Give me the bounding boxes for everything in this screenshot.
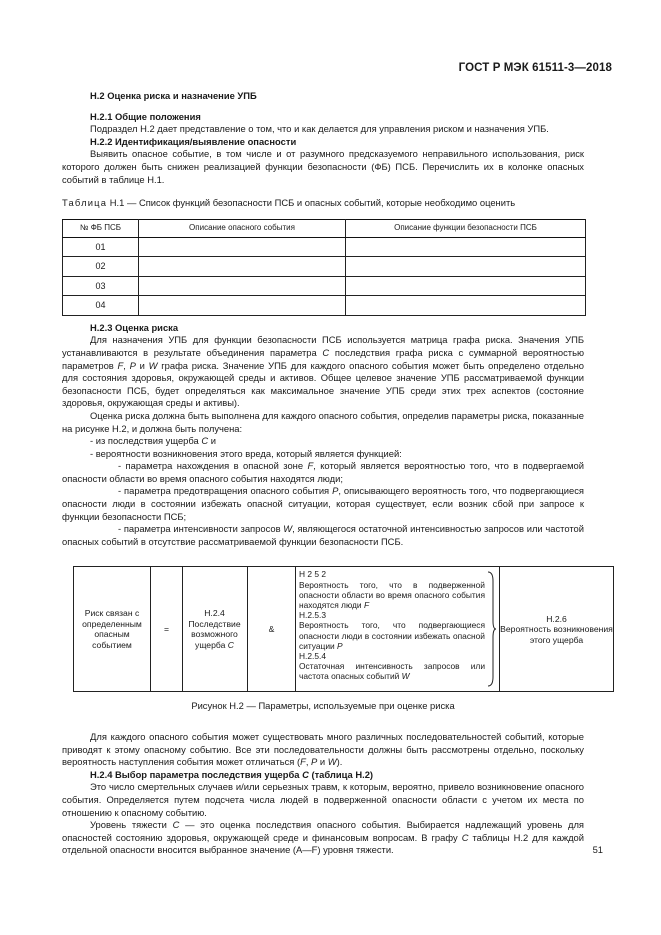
figure-result-cell: Н.2.6 Вероятность возникновения этого ущерба — [500, 613, 613, 645]
list-item: - вероятности возникновения этого вреда, который является функцией: — [90, 447, 402, 459]
figure-param-f: Вероятность того, что в подверженной опасности области во время опасного события находятся люди F — [299, 579, 485, 611]
column-header-number: № ФБ ПСБ — [63, 219, 139, 237]
paragraph-identification: Выявить опасное событие, в том числе и от разумного предсказуемого неправильного использования, риск которого должен быть снижен реализацией функции безопасности (ФБ) ПСБ. Перечислить их в колонке опасных событий в таблице Н.1. — [62, 148, 584, 185]
page-number: 51 — [592, 844, 603, 855]
paragraph-event-sequences: Для каждого опасного события может существовать много различных последовательностей событий, которые приводят к этому опасному событию. Все эти последовательности должны быть рассмотрены отдельно, поскольку вероятность наступления события может отличаться (F, P и W). — [62, 731, 584, 768]
figure-param-f-ref: Н 2 5 2 — [299, 569, 327, 580]
cell-function — [346, 276, 586, 296]
figure-consequence-cell: Н.2.4 Последствие возможного ущерба C — [182, 567, 248, 691]
cell-event — [139, 257, 346, 277]
table-row — [63, 276, 586, 296]
subsection-title-identification: Н.2.2 Идентификация/выявление опасности — [90, 135, 297, 147]
cell-event — [139, 296, 346, 316]
list-item: - из последствия ущерба C и — [90, 435, 216, 447]
risk-parameters-figure — [73, 566, 614, 692]
right-brace-icon — [487, 571, 497, 687]
figure-equals-sign: = — [151, 567, 183, 691]
figure-probability-cell — [295, 567, 500, 691]
cell-function — [346, 296, 586, 316]
table-caption: Таблица Н.1 — Список функций безопасности ПСБ и опасных событий, которые необходимо оценить — [62, 197, 516, 209]
paragraph-risk-evaluation: Оценка риска должна быть выполнена для каждого опасного события, определив параметры риска, показанные на рисунке Н.2, и должна быть получена: — [62, 409, 584, 434]
document-header: ГОСТ Р МЭК 61511-3—2018 — [458, 62, 612, 74]
column-header-function: Описание функции безопасности ПСБ — [346, 219, 586, 237]
paragraph-general: Подраздел Н.2 дает представление о том, что и как делается для управления риском и назначения УПБ. — [90, 123, 549, 135]
cell-number: 01 — [63, 237, 139, 257]
sub-list-item: - параметра предотвращения опасного события P, описывающего вероятность того, что подвергающиеся опасности люди в состоянии избежать опасной ситуации, которая существует, если возник сбой при запросе к функции безопасности ПСБ; — [62, 485, 584, 522]
subsection-title-consequence: Н.2.4 Выбор параметра последствия ущерба C (таблица Н.2) — [90, 768, 374, 780]
paragraph-severity: Уровень тяжести C — это оценка последствия опасного события. Выбирается надлежащий уровень для опасностей состоянию здоровья, окружающей среде и финансовым вопросам. В графу C таблицы Н.2 для каждой отдельной опасности вносится выбранное значение (А—F) уровня тяжести. — [62, 819, 585, 856]
paragraph-risk-matrix: Для назначения УПБ для функции безопасности ПСБ используется матрица графа риска. Значения УПБ устанавливаются в результате объединения параметра C последствия графа риска с суммарной вероятностью параметров F, P и W графа риска. Значение УПБ для каждого опасного события может быть определено отдельно для состояния здоровья, окружающей среды и активов. Общее целевое значение УПБ рассматриваемой функции безопасности ПСБ, будет определяться как максимальное значение УПБ среди этих трех аспектов (состояние здоровья, окружающая среды и активы). — [62, 334, 585, 409]
figure-param-p: Вероятность того, что подвергающиеся опасности люди в состоянии избежать опасной ситуации P — [299, 620, 485, 651]
cell-event — [139, 276, 346, 296]
figure-param-p-ref: Н.2.5.3 — [299, 610, 327, 621]
paragraph-fatalities: Это число смертельных случаев и/или серьезных травм, к которым, вероятно, привело возникновение опасного события. Определяется путем подсчета числа людей в подверженной опасности области с учетом их места по отношению к опасному событию. — [62, 781, 584, 818]
cell-event — [139, 237, 346, 257]
subsection-title-general: Н.2.1 Общие положения — [90, 110, 201, 122]
subsection-title-risk-assessment: Н.2.3 Оценка риска — [90, 321, 179, 333]
sub-list-item: - параметра нахождения в опасной зоне F, который является вероятностью того, что в подвергаемой опасности области во время опасного события находятся люди; — [62, 460, 584, 484]
section-title: Н.2 Оценка риска и назначение УПБ — [90, 90, 257, 101]
figure-risk-cell: Риск связан с определенным опасным событием — [74, 567, 151, 691]
figure-caption: Рисунок Н.2 — Параметры, используемые при оценке риска — [191, 700, 455, 712]
table-row — [63, 296, 586, 316]
figure-ampersand: & — [248, 567, 296, 691]
cell-number: 03 — [63, 276, 139, 296]
cell-function — [346, 237, 586, 257]
table-row — [63, 237, 586, 257]
cell-number: 04 — [63, 296, 139, 316]
column-header-event: Описание опасного события — [139, 219, 346, 237]
figure-param-w-ref: Н.2.5.4 — [299, 651, 327, 662]
cell-function — [346, 257, 586, 277]
table-header-row — [63, 219, 586, 237]
table-row — [63, 257, 586, 277]
cell-number: 02 — [63, 257, 139, 277]
figure-param-w: Остаточная интенсивность запросов или частота опасных событий W — [299, 661, 485, 682]
sub-list-item: - параметра интенсивности запросов W, являющегося остаточной интенсивностью запросов или частотой опасных событий в отсутствие рассматриваемой функции безопасности ПСБ. — [62, 523, 584, 547]
safety-functions-table — [62, 219, 586, 316]
